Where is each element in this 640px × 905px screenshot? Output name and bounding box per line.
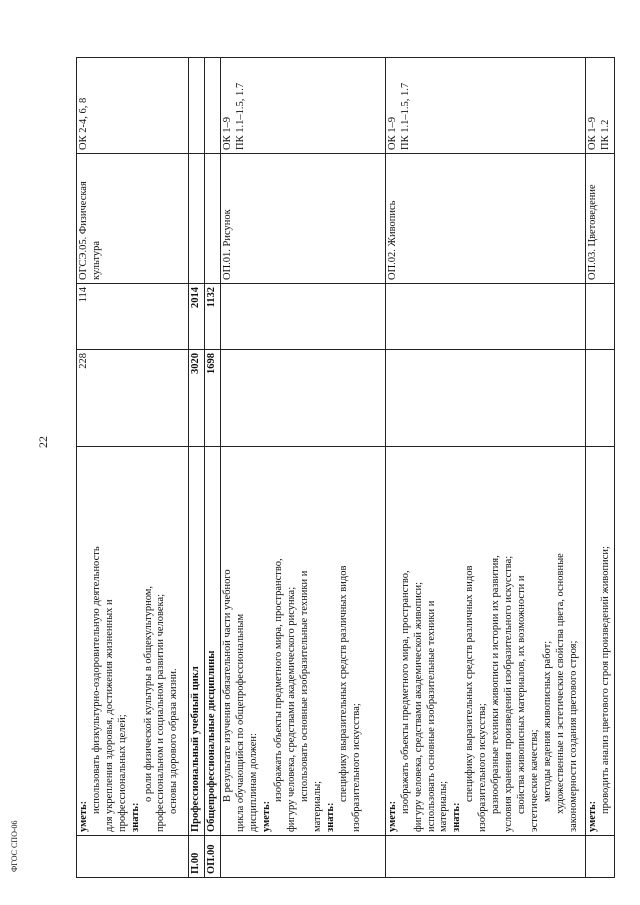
table-row <box>385 58 585 878</box>
phys-ed-requirements: уметь: использовать физкультурно-оздоровительную деятельность для укрепления здоровья, достижения жизненных и профессиональных целей; знать: о роли физической культуры в общекультурном, профессиональном и социальном развитии человека; основы здорового образа жизни. <box>77 447 189 836</box>
hours-total: 1698 <box>204 350 220 447</box>
hours-total: 228 <box>77 350 189 447</box>
competencies: ОК 1–9 ПК 1.1–1.5, 1.7 <box>220 58 385 154</box>
painting-requirements: уметь: изображать объекты предметного мира, пространство, фигуру человека, средствами академической живописи; использовать основные изобразительные техники и материалы; знать: специфику выразительных средств различных видов изобразительного искусства; разнообразные техники живописи и истории их развития, условия хранения произведений изобразительного искусства; свойства живописных материалов, их возможности и эстетические качества; методы ведения живописных работ; художественные и эстетические свойства цвета, основные закономерности создания цветового строя; <box>385 447 585 836</box>
color-requirements: уметь: проводить анализ цветового строя произведений живописи; <box>585 447 614 836</box>
table-row <box>77 58 189 878</box>
drawing-requirements: В результате изучения обязательной части учебного цикла обучающийся по общепрофессиональным дисциплинам должен: уметь: изображать объекты предметного мира, пространство, фигуру человека, средствами академического рисунка; использовать основные изобразительные техники и материалы; знать: специфику выразительных средств различных видов изобразительного искусства; <box>220 447 385 836</box>
page-number: 22 <box>36 436 50 448</box>
hours-class: 114 <box>77 284 189 350</box>
competencies: ОК 1–9 ПК 1.2 <box>585 58 614 154</box>
competencies: ОК 2-4, 6, 8 <box>77 58 189 154</box>
competencies: ОК 1–9 ПК 1.1–1.5, 1.7 <box>385 58 585 154</box>
discipline-name: ОП.02. Живопись <box>385 154 585 284</box>
hours-total: 3020 <box>189 350 205 447</box>
curriculum-table <box>76 57 615 878</box>
discipline-name: ОГСЭ.05. Физическая культура <box>77 154 189 284</box>
cycle-code: П.00 <box>189 836 205 878</box>
hours-class: 1132 <box>204 284 220 350</box>
discipline-name: ОП.01. Рисунок <box>220 154 385 284</box>
table-row <box>204 58 220 878</box>
cycle-code: ОП.00 <box>204 836 220 878</box>
cycle-name: Общепрофессиональные дисциплины <box>204 447 220 836</box>
curriculum-table-sheet <box>76 58 616 878</box>
cycle-name: Профессиональный учебный цикл <box>189 447 205 836</box>
discipline-name: ОП.03. Цветоведение <box>585 154 614 284</box>
footer-code: ФГОС СПО-06 <box>10 820 19 872</box>
table-row <box>585 58 614 878</box>
table-row <box>189 58 205 878</box>
hours-class: 2014 <box>189 284 205 350</box>
table-row <box>220 58 385 878</box>
